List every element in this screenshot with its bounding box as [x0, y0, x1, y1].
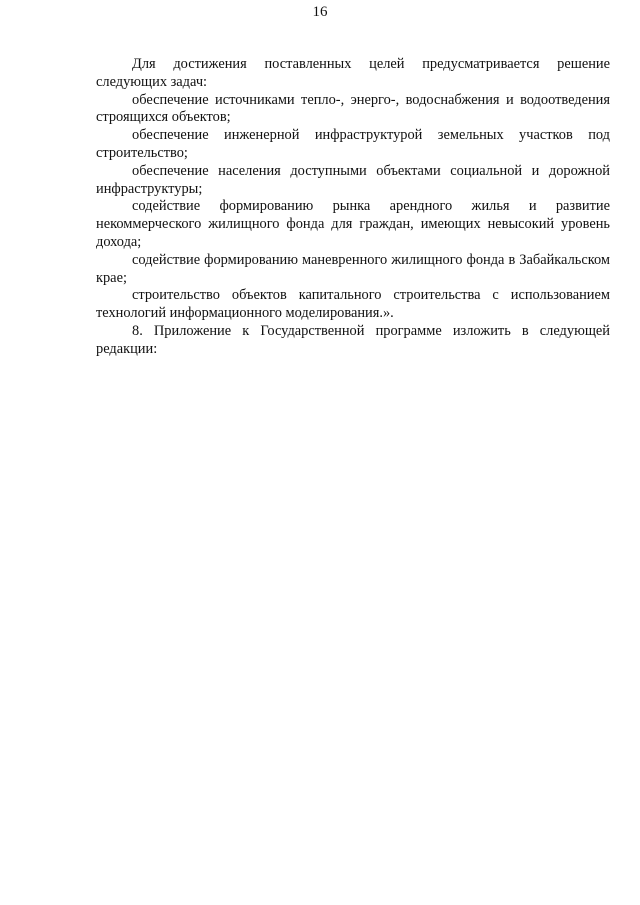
paragraph-task-engineering: обеспечение инженерной инфраструктурой земельных участков под строительство; [96, 127, 610, 161]
paragraph-task-maneuverable: содействие формированию маневренного жилищного фонда в Забайкальском крае; [96, 251, 610, 286]
paragraph-intro: Для достижения поставленных целей предусматривается решение следующих задач: [96, 56, 610, 90]
paragraph-item-8: 8. Приложение к Государственной программе изложить в следующей редакции: [96, 322, 610, 357]
paragraph-task-utilities: обеспечение источниками тепло-, энерго-, водоснабжения и водоотведения строящихся объектов; [96, 91, 610, 126]
paragraph-task-rental: содействие формированию рынка арендного жилья и развитие некоммерческого жилищного фонда для граждан, имеющих невысокий уровень дохода; [96, 198, 610, 250]
paragraph-task-social: обеспечение населения доступными объектами социальной и дорожной инфраструктуры; [96, 162, 610, 197]
paragraph-task-bim: строительство объектов капитального строительства с использованием технологий информационного моделирования.». [96, 287, 610, 322]
page-number: 16 [312, 4, 328, 20]
document-body [96, 56, 610, 359]
